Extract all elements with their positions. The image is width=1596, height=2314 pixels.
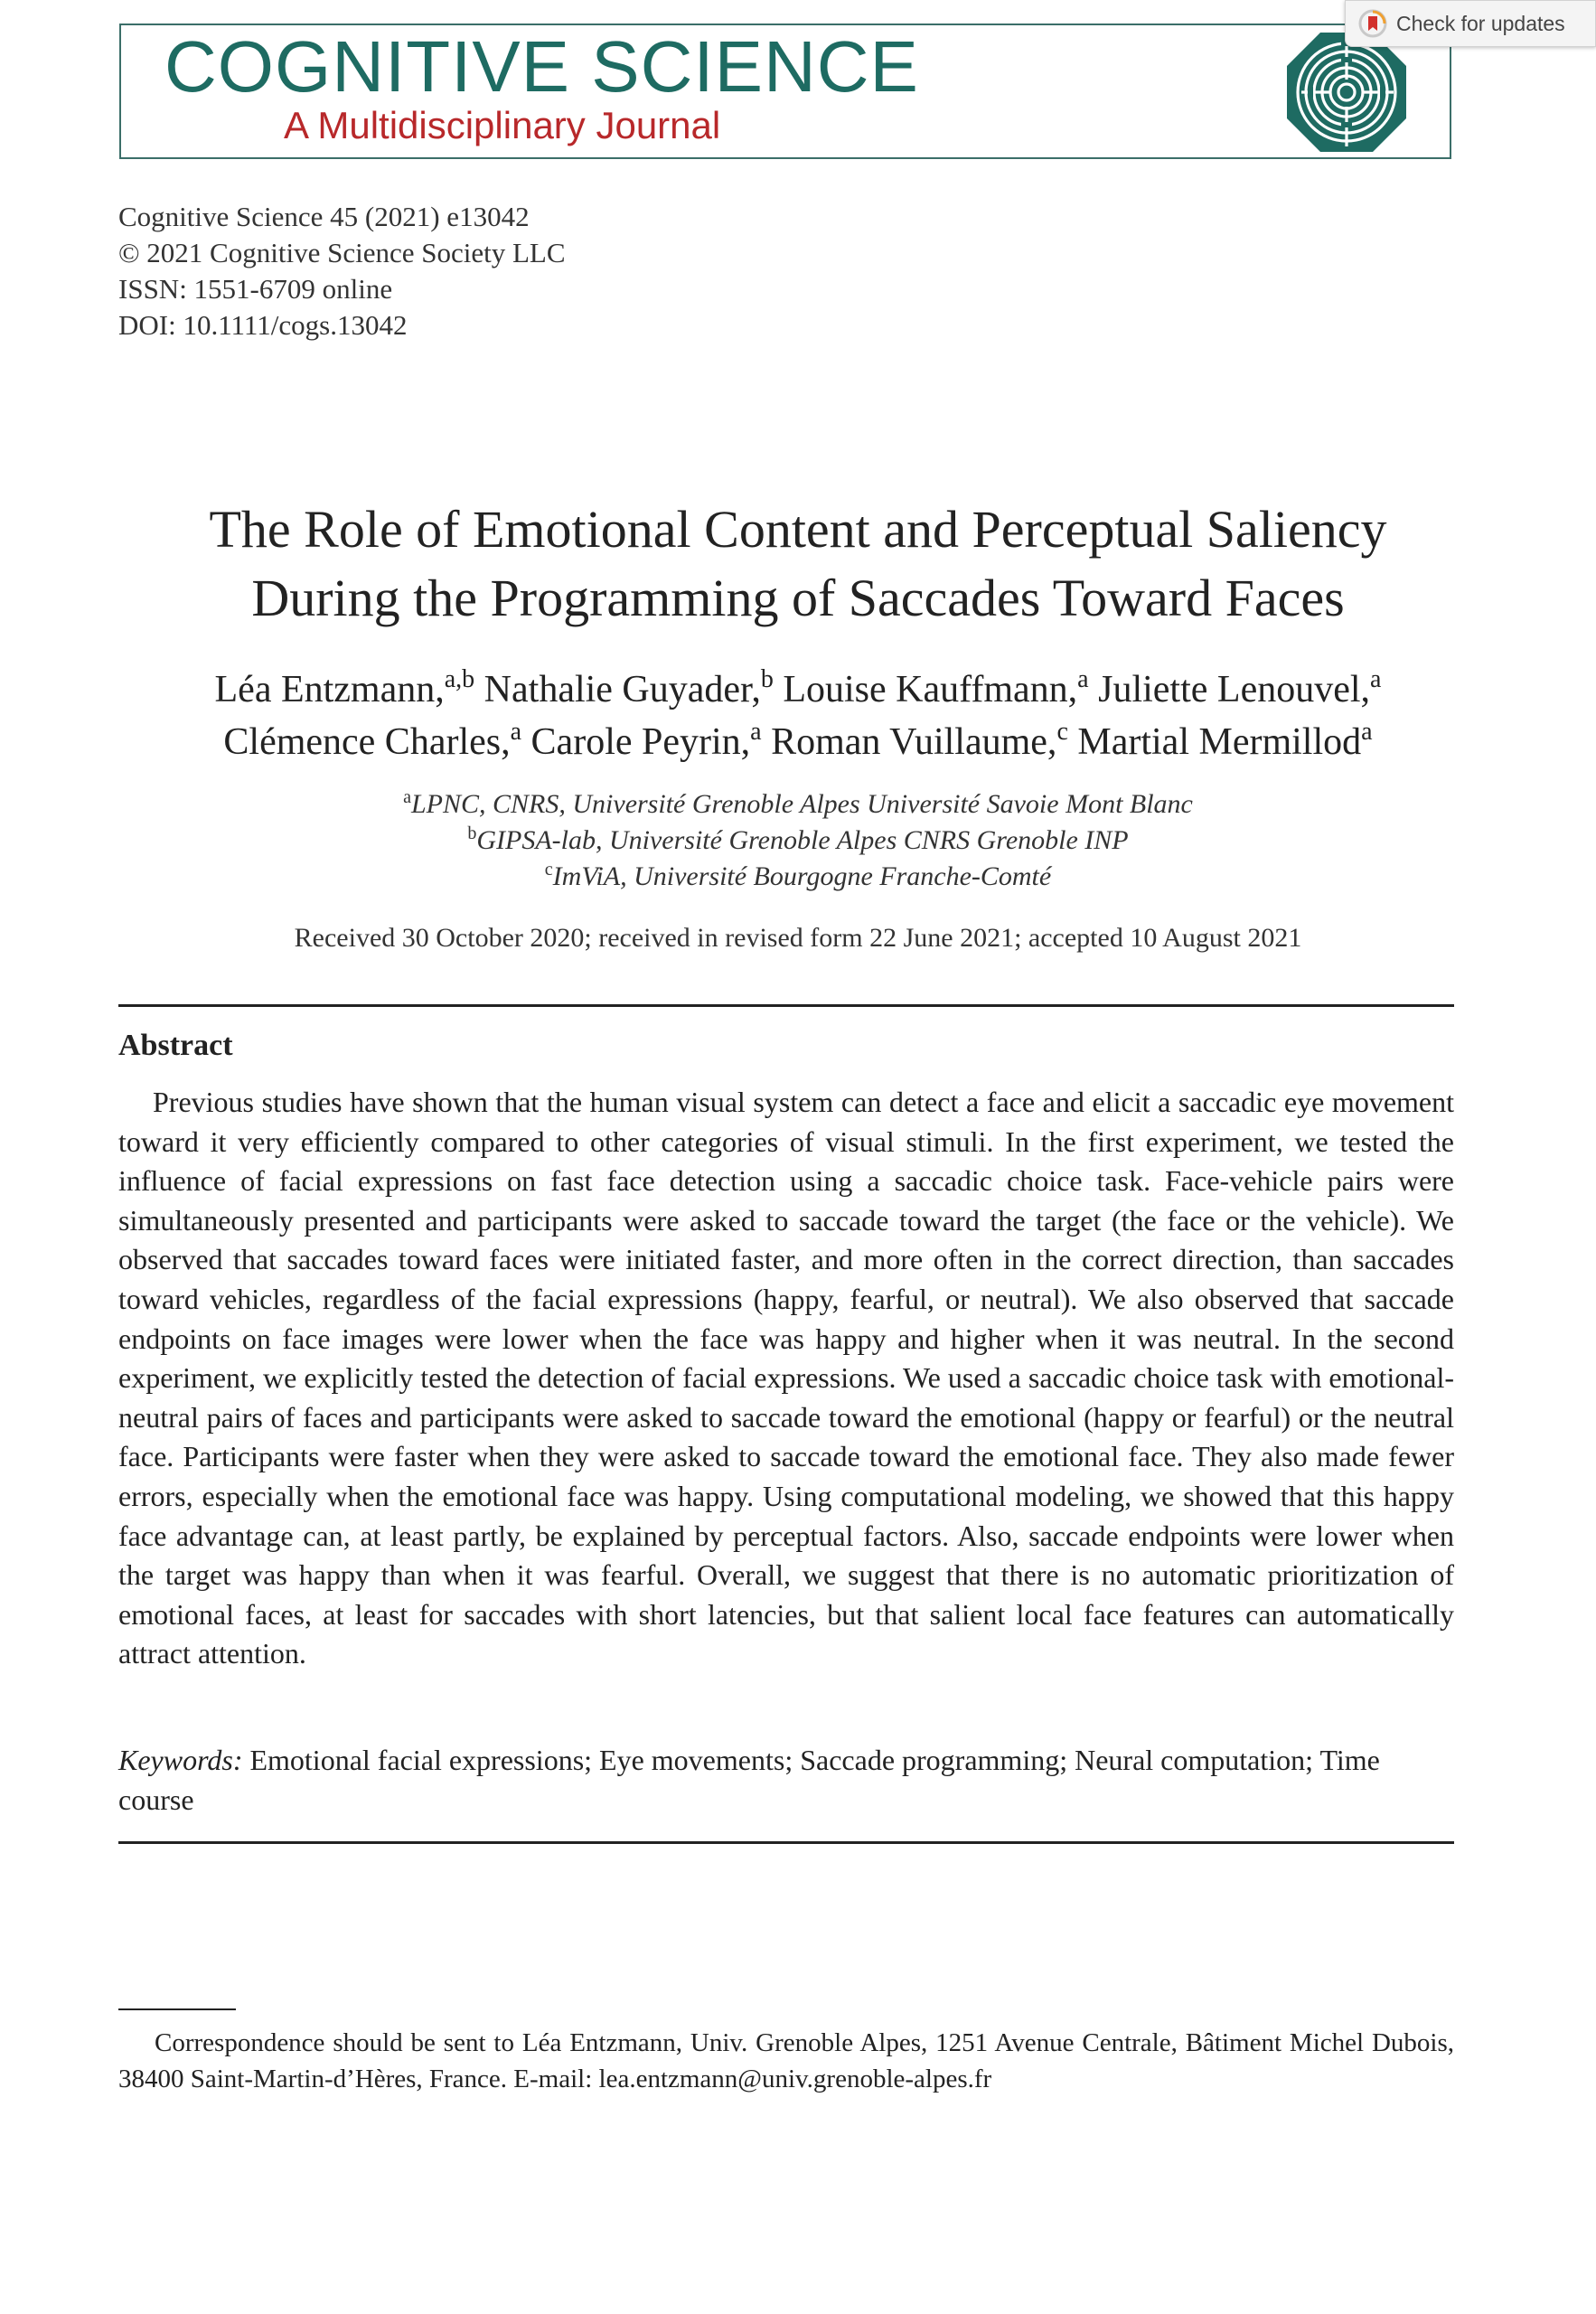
keywords-label: Keywords: bbox=[118, 1744, 243, 1776]
affiliation-item bbox=[90, 786, 1506, 823]
author-affiliation-mark: a,b bbox=[444, 665, 475, 693]
journal-banner bbox=[119, 24, 1451, 159]
affiliation-mark: c bbox=[544, 860, 553, 880]
affiliation-list bbox=[90, 786, 1506, 895]
affiliation-text: LPNC, CNRS, Université Grenoble Alpes Université Savoie Mont Blanc bbox=[411, 789, 1193, 819]
correspondence-footnote: Correspondence should be sent to Léa Entzmann, Univ. Grenoble Alpes, 1251 Avenue Centrale, Bâtiment Michel Dubois, 38400 Saint-Martin-d’Hères, France. E-mail: lea.entzmann@univ.grenoble-alpes.fr bbox=[118, 2028, 1454, 2093]
author-name: Juliette Lenouvel, bbox=[1098, 669, 1371, 710]
check-for-updates-button[interactable] bbox=[1345, 0, 1596, 47]
affiliation-item bbox=[90, 859, 1506, 895]
author-affiliation-mark: a bbox=[750, 718, 762, 746]
author-name: Carole Peyrin, bbox=[530, 721, 751, 763]
title-line-2: During the Programming of Saccades Toward Faces bbox=[251, 569, 1345, 627]
author-affiliation-mark: b bbox=[760, 665, 774, 693]
article-title bbox=[90, 495, 1506, 633]
author-line-2 bbox=[90, 716, 1506, 768]
author-name: Martial Mermillod bbox=[1077, 721, 1362, 763]
issn-line: ISSN: 1551-6709 online bbox=[118, 273, 393, 305]
author-affiliation-mark: a bbox=[1077, 665, 1089, 693]
affiliation-mark: a bbox=[403, 787, 411, 807]
keywords-list: Emotional facial expressions; Eye movements; Saccade programming; Neural computation; Time course bbox=[118, 1744, 1380, 1816]
author-name: Nathalie Guyader, bbox=[483, 669, 761, 710]
abstract-body: Previous studies have shown that the human visual system can detect a face and elicit a saccadic eye movement toward it very efficiently compared to other categories of visual stimuli. In the first experiment, we tested the influence of facial expressions on fast face detection using a saccadic choice task. Face-vehicle pairs were simultaneously presented and participants were asked to saccade toward the target (the face or the vehicle). We observed that saccades toward faces were initiated faster, and more often in the correct direction, than saccades toward vehicles, regardless of the facial expressions (happy, fearful, or neutral). We also observed that saccade endpoints on face images were lower when the face was happy and higher when it was neutral. In the second experiment, we explicitly tested the detection of facial expressions. We used a saccadic choice task with emotional-neutral pairs of faces and participants were asked to saccade toward the emotional (happy or fearful) or the neutral face. Participants were faster when they were asked to saccade toward the emotional face. They also made fewer errors, especially when the emotional face was happy. Using computational modeling, we showed that this happy face advantage can, at least partly, be explained by perceptual factors. Also, saccade endpoints were lower when the target was happy than when it was fearful. Overall, we suggest that there is no automatic prioritization of emotional faces, at least for saccades with short latencies, but that salient local face features can automatically attract attention. bbox=[118, 1086, 1454, 1670]
footnote-rule bbox=[118, 2008, 236, 2010]
check-for-updates-label: Check for updates bbox=[1396, 11, 1565, 35]
author-affiliation-mark: c bbox=[1056, 718, 1068, 746]
author-affiliation-mark: a bbox=[1370, 665, 1382, 693]
author-name: Louise Kauffmann, bbox=[783, 669, 1078, 710]
author-name: Roman Vuillaume, bbox=[771, 721, 1057, 763]
author-name: Clémence Charles, bbox=[223, 721, 511, 763]
doi-line[interactable]: DOI: 10.1111/cogs.13042 bbox=[118, 309, 408, 341]
author-affiliation-mark: a bbox=[1361, 718, 1373, 746]
bookmark-update-icon bbox=[1358, 9, 1387, 38]
citation-line: Cognitive Science 45 (2021) e13042 bbox=[118, 201, 530, 232]
journal-subtitle: A Multidisciplinary Journal bbox=[284, 104, 721, 146]
affiliation-text: GIPSA-lab, Université Grenoble Alpes CNRS Grenoble INP bbox=[476, 825, 1129, 855]
journal-name: COGNITIVE SCIENCE bbox=[164, 26, 919, 107]
affiliation-mark: b bbox=[467, 823, 477, 843]
affiliation-text: ImViA, Université Bourgogne Franche-Comté bbox=[552, 861, 1052, 891]
abstract-top-rule bbox=[118, 1004, 1454, 1007]
abstract-bottom-rule bbox=[118, 1841, 1454, 1844]
journal-metadata bbox=[118, 199, 566, 343]
labyrinth-logo-icon bbox=[1283, 29, 1410, 155]
author-line-1 bbox=[90, 663, 1506, 716]
received-dates: Received 30 October 2020; received in revised form 22 June 2021; accepted 10 August 2021 bbox=[294, 923, 1302, 953]
keywords bbox=[118, 1741, 1454, 1820]
abstract-heading: Abstract bbox=[118, 1029, 233, 1062]
author-name: Léa Entzmann, bbox=[214, 669, 445, 710]
copyright-line: © 2021 Cognitive Science Society LLC bbox=[118, 237, 566, 268]
affiliation-item bbox=[90, 823, 1506, 859]
title-line-1: The Role of Emotional Content and Perceptual Saliency bbox=[209, 500, 1387, 559]
author-affiliation-mark: a bbox=[510, 718, 522, 746]
author-list bbox=[90, 663, 1506, 768]
